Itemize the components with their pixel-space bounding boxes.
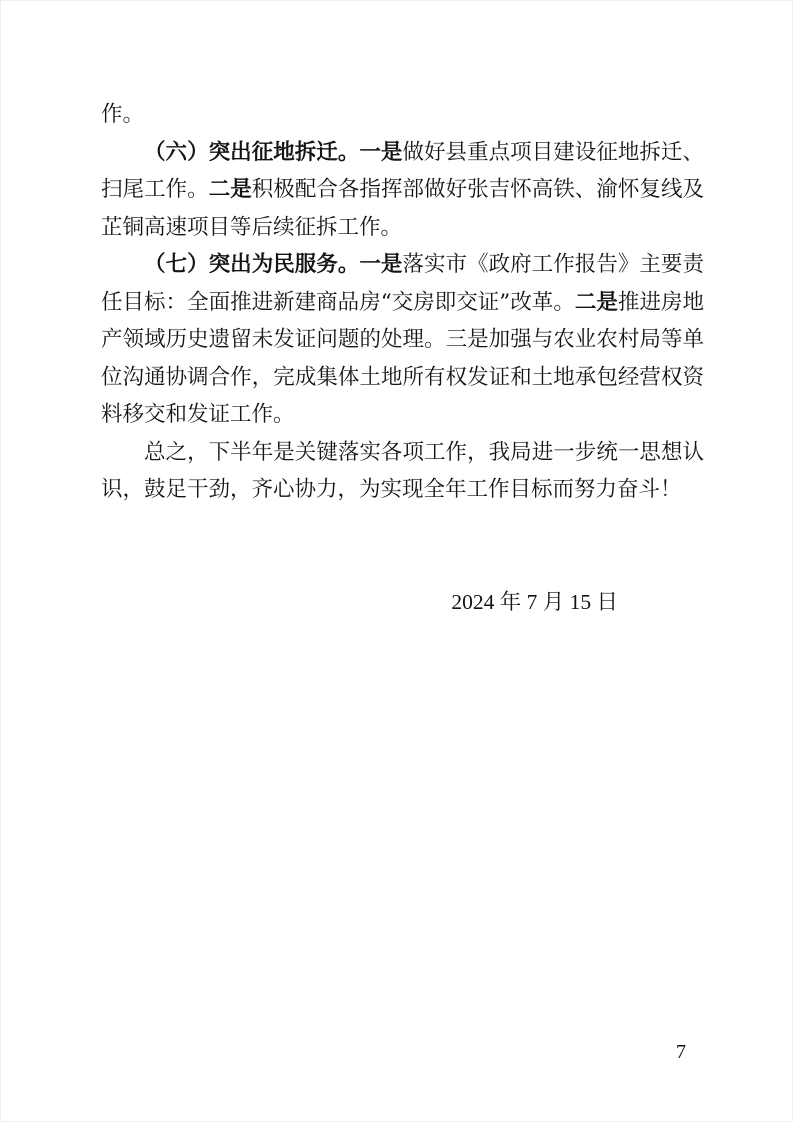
paragraph	[101, 96, 704, 134]
paragraph	[101, 134, 704, 247]
bold-text-run: 二是	[208, 177, 252, 202]
date-line: 2024 年 7 月 15 日	[451, 589, 618, 614]
text-run: 做好县重点项目建设征地拆迁、扫尾工作。	[101, 139, 704, 202]
text-run: 推进房地产领域历史遗留未发证问题的处理。三是加强与农业农村局等单位沟通协调合作，完成集体土地所有权发证和土地承包经营权资料移交和发证工作。	[101, 289, 704, 427]
paragraph	[101, 434, 704, 509]
page-number: 7	[676, 1041, 686, 1063]
bold-text-run: （六）突出征地拆迁。一是	[144, 139, 403, 165]
document-body	[101, 96, 704, 621]
bold-text-run: （七）突出为民服务。一是	[144, 252, 403, 277]
text-run: 总之，下半年是关键落实各项工作，我局进一步统一思想认识，鼓足干劲，齐心协力，为实现全年工作目标而努力奋斗！	[101, 439, 704, 502]
text-run: 积极配合各指挥部做好张吉怀高铁、渝怀复线及芷铜高速项目等后续征拆工作。	[101, 177, 704, 240]
text-run: 作。	[101, 102, 145, 127]
bold-text-run: 二是	[574, 289, 618, 315]
paragraph	[101, 246, 704, 434]
text-run: 落实市《政府工作报告》主要责任目标：全面推进新建商品房“交房即交证”改革。	[101, 252, 704, 315]
